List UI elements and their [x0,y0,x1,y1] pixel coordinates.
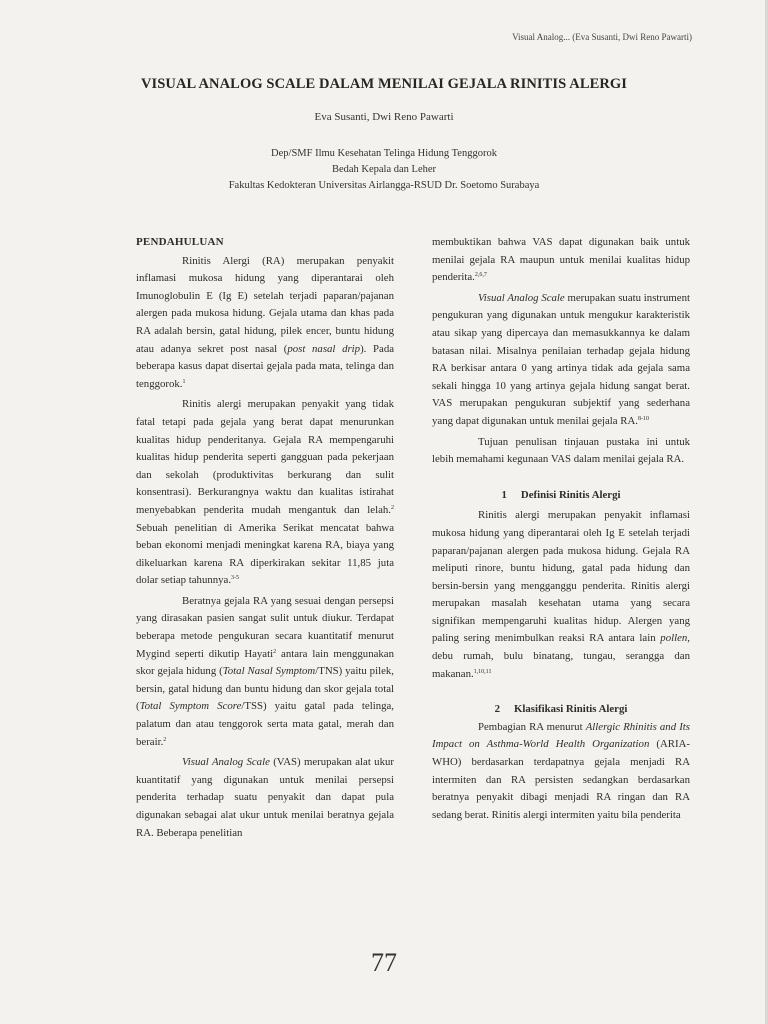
citation: 1,10,11 [473,668,492,675]
italic-text: Visual Analog Scale [478,291,565,304]
section-title: Definisi Rinitis Alergi [520,488,621,501]
text-run: Sebuah penelitian di Amerika Serikat mencatat bahwa beban ekonomi menjadi meningkat karena RA, biaya yang dikeluarkan karena RA diperkirakan sekitar 11,85 juta dolar setiap tahunnya. [136,521,394,587]
section-number: 2 [494,703,500,716]
paragraph-intro-5 [432,234,690,287]
citation: 2,6,7 [474,272,487,279]
paragraph-intro-1 [136,253,394,394]
section-heading-klasifikasi [432,701,690,719]
text-run: antara lain menggunakan skor gejala hidung ( [136,647,394,678]
italic-text: Total Symptom Score [139,700,242,713]
text-run: Rinitis alergi merupakan penyakit inflamasi mukosa hidung yang diperantarai oleh Ig E setelah terjadi paparan/pajanan alergen pada mukosa hidung. Gejala RA meliputi rinore, buntu hidung, gatal pada hidung dan bersin-bersin yang mengganggu penderita. Rinitis alergi merupakan masalah kesehatan utama yang secara signifikan mempengaruhi kualitas hidup. Alergen yang paling sering menimbulkan reaksi RA antara lain [432,509,690,645]
text-run: membuktikan bahwa VAS dapat digunakan baik untuk menilai gejala RA maupun untuk menilai kualitas hidup penderita. [432,236,690,284]
left-column [136,234,394,842]
italic-text: pollen [660,632,688,645]
paragraph-intro-6 [432,290,690,431]
italic-text: Total Nasal Symptom [222,665,316,678]
citation: 3-5 [231,575,240,582]
text-run: Rinitis Alergi (RA) merupakan penyakit inflamasi mukosa hidung yang diperantarai oleh Imunoglobulin E (Ig E) setelah terjadi paparan/pajanan alergen pada mukosa hidung. Gejala utama dan khas pada RA adalah bersin, gatal hidung, pilek encer, buntu hidung atau adanya sekret post nasal ( [136,254,394,355]
text-run: Beratnya gejala RA yang sesuai dengan persepsi yang dirasakan pasien sangat sulit untuk diukur. Terdapat beberapa metode pengukuran secara kuantitatif menurut Mygind seperti dikutip Hayati [136,594,394,660]
section-title: Klasifikasi Rinitis Alergi [514,703,628,716]
text-run: merupakan suatu instrument pengukuran yang digunakan untuk mengukur karakteristik atau sikap yang dipercaya dan memasukkannya ke dalam batasan nilai. Misalnya penilaian terhadap gejala hidung RA berkisar antara 0 yang artinya tidak ada gejala sama sekali hingga 10 yang artinya gejala hidung sangat berat. VAS merupakan pengukuran subjektif yang sederhana yang dapat digunakan untuk menilai gejala RA. [432,291,690,427]
paragraph-intro-3 [136,593,394,751]
italic-text: Visual Analog Scale [182,756,270,769]
paragraph-intro-7: Tujuan penulisan tinjauan pustaka ini untuk lebih memahami kegunaan VAS dalam menilai gejala RA. [432,435,690,466]
running-head: Visual Analog... (Eva Susanti, Dwi Reno Pawarti) [512,32,692,42]
section-heading-pendahuluan: PENDAHULUAN [136,236,224,248]
italic-text: post nasal drip [287,342,361,355]
text-run: , debu rumah, bulu binatang, tungau, serangga dan makanan. [432,632,690,680]
paragraph-intro-4 [136,754,394,842]
text-run: Rinitis alergi merupakan penyakit yang tidak fatal tetapi pada gejala yang berat dapat menurunkan kualitas hidup penderitanya. Gejala RA mempengaruhi kualitas hidup penderita seperti gangguan pada pekerjaan dan sekolah (produktivitas berkurang dan sulit konsentrasi). Berkurangnya waktu dan kualitas istirahat menyebabkan penderita mudah mengantuk dan lelah. [136,398,394,516]
citation: 8-10 [637,415,649,422]
text-run: /TSS) yaitu gatal pada telinga, palatum dan atau tenggorok serta mata gatal, merah dan berair. [136,700,394,748]
section-heading-definisi [432,487,690,505]
citation: 2 [273,648,277,655]
article-authors: Eva Susanti, Dwi Reno Pawarti [314,111,454,123]
citation: 1 [182,378,186,385]
italic-text: Allergic Rhinitis and Its Impact on Asthma-World Health Organization [432,720,690,751]
affiliation-line: Fakultas Kedokteran Universitas Airlangga-RSUD Dr. Soetomo Surabaya [228,180,540,191]
citation: 2 [163,736,167,743]
citation: 2 [391,504,394,511]
text-run: (VAS) merupakan alat ukur kuantitatif yang digunakan untuk menilai persepsi penderita terhadap suatu penyakit dan dapat pula digunakan sebagai alat ukur untuk menilai beratnya gejala RA. Beberapa penelitian [136,756,394,839]
affiliation-line: Bedah Kepala dan Leher [331,164,437,175]
section-number: 1 [501,488,507,501]
text-run: Pembagian RA menurut [478,720,586,733]
paragraph-intro-2 [136,396,394,590]
article-title: VISUAL ANALOG SCALE DALAM MENILAI GEJALA RINITIS ALERGI [140,76,628,92]
paragraph-definisi-1 [432,507,690,683]
affiliation [0,146,768,194]
text-run: (ARIA-WHO) berdasarkan terdapatnya gejala menjadi RA intermiten dan RA persisten sedangkan berdasarkan beratnya penyakit dibagi menjadi RA ringan dan RA sedang berat. Rinitis alergi intermiten yaitu bila penderita [432,738,690,821]
text-run: /TNS) yaitu pilek, bersin, gatal hidung dan buntu hidung dan skor gejala total ( [136,665,394,713]
right-column [432,234,690,824]
text-run: ). Pada beberapa kasus dapat disertai gejala pada mata, telinga dan tenggorok. [136,342,395,390]
affiliation-line: Dep/SMF Ilmu Kesehatan Telinga Hidung Tenggorok [271,148,497,159]
page-number: 77 [371,948,397,977]
paragraph-klasifikasi-1 [432,719,690,825]
